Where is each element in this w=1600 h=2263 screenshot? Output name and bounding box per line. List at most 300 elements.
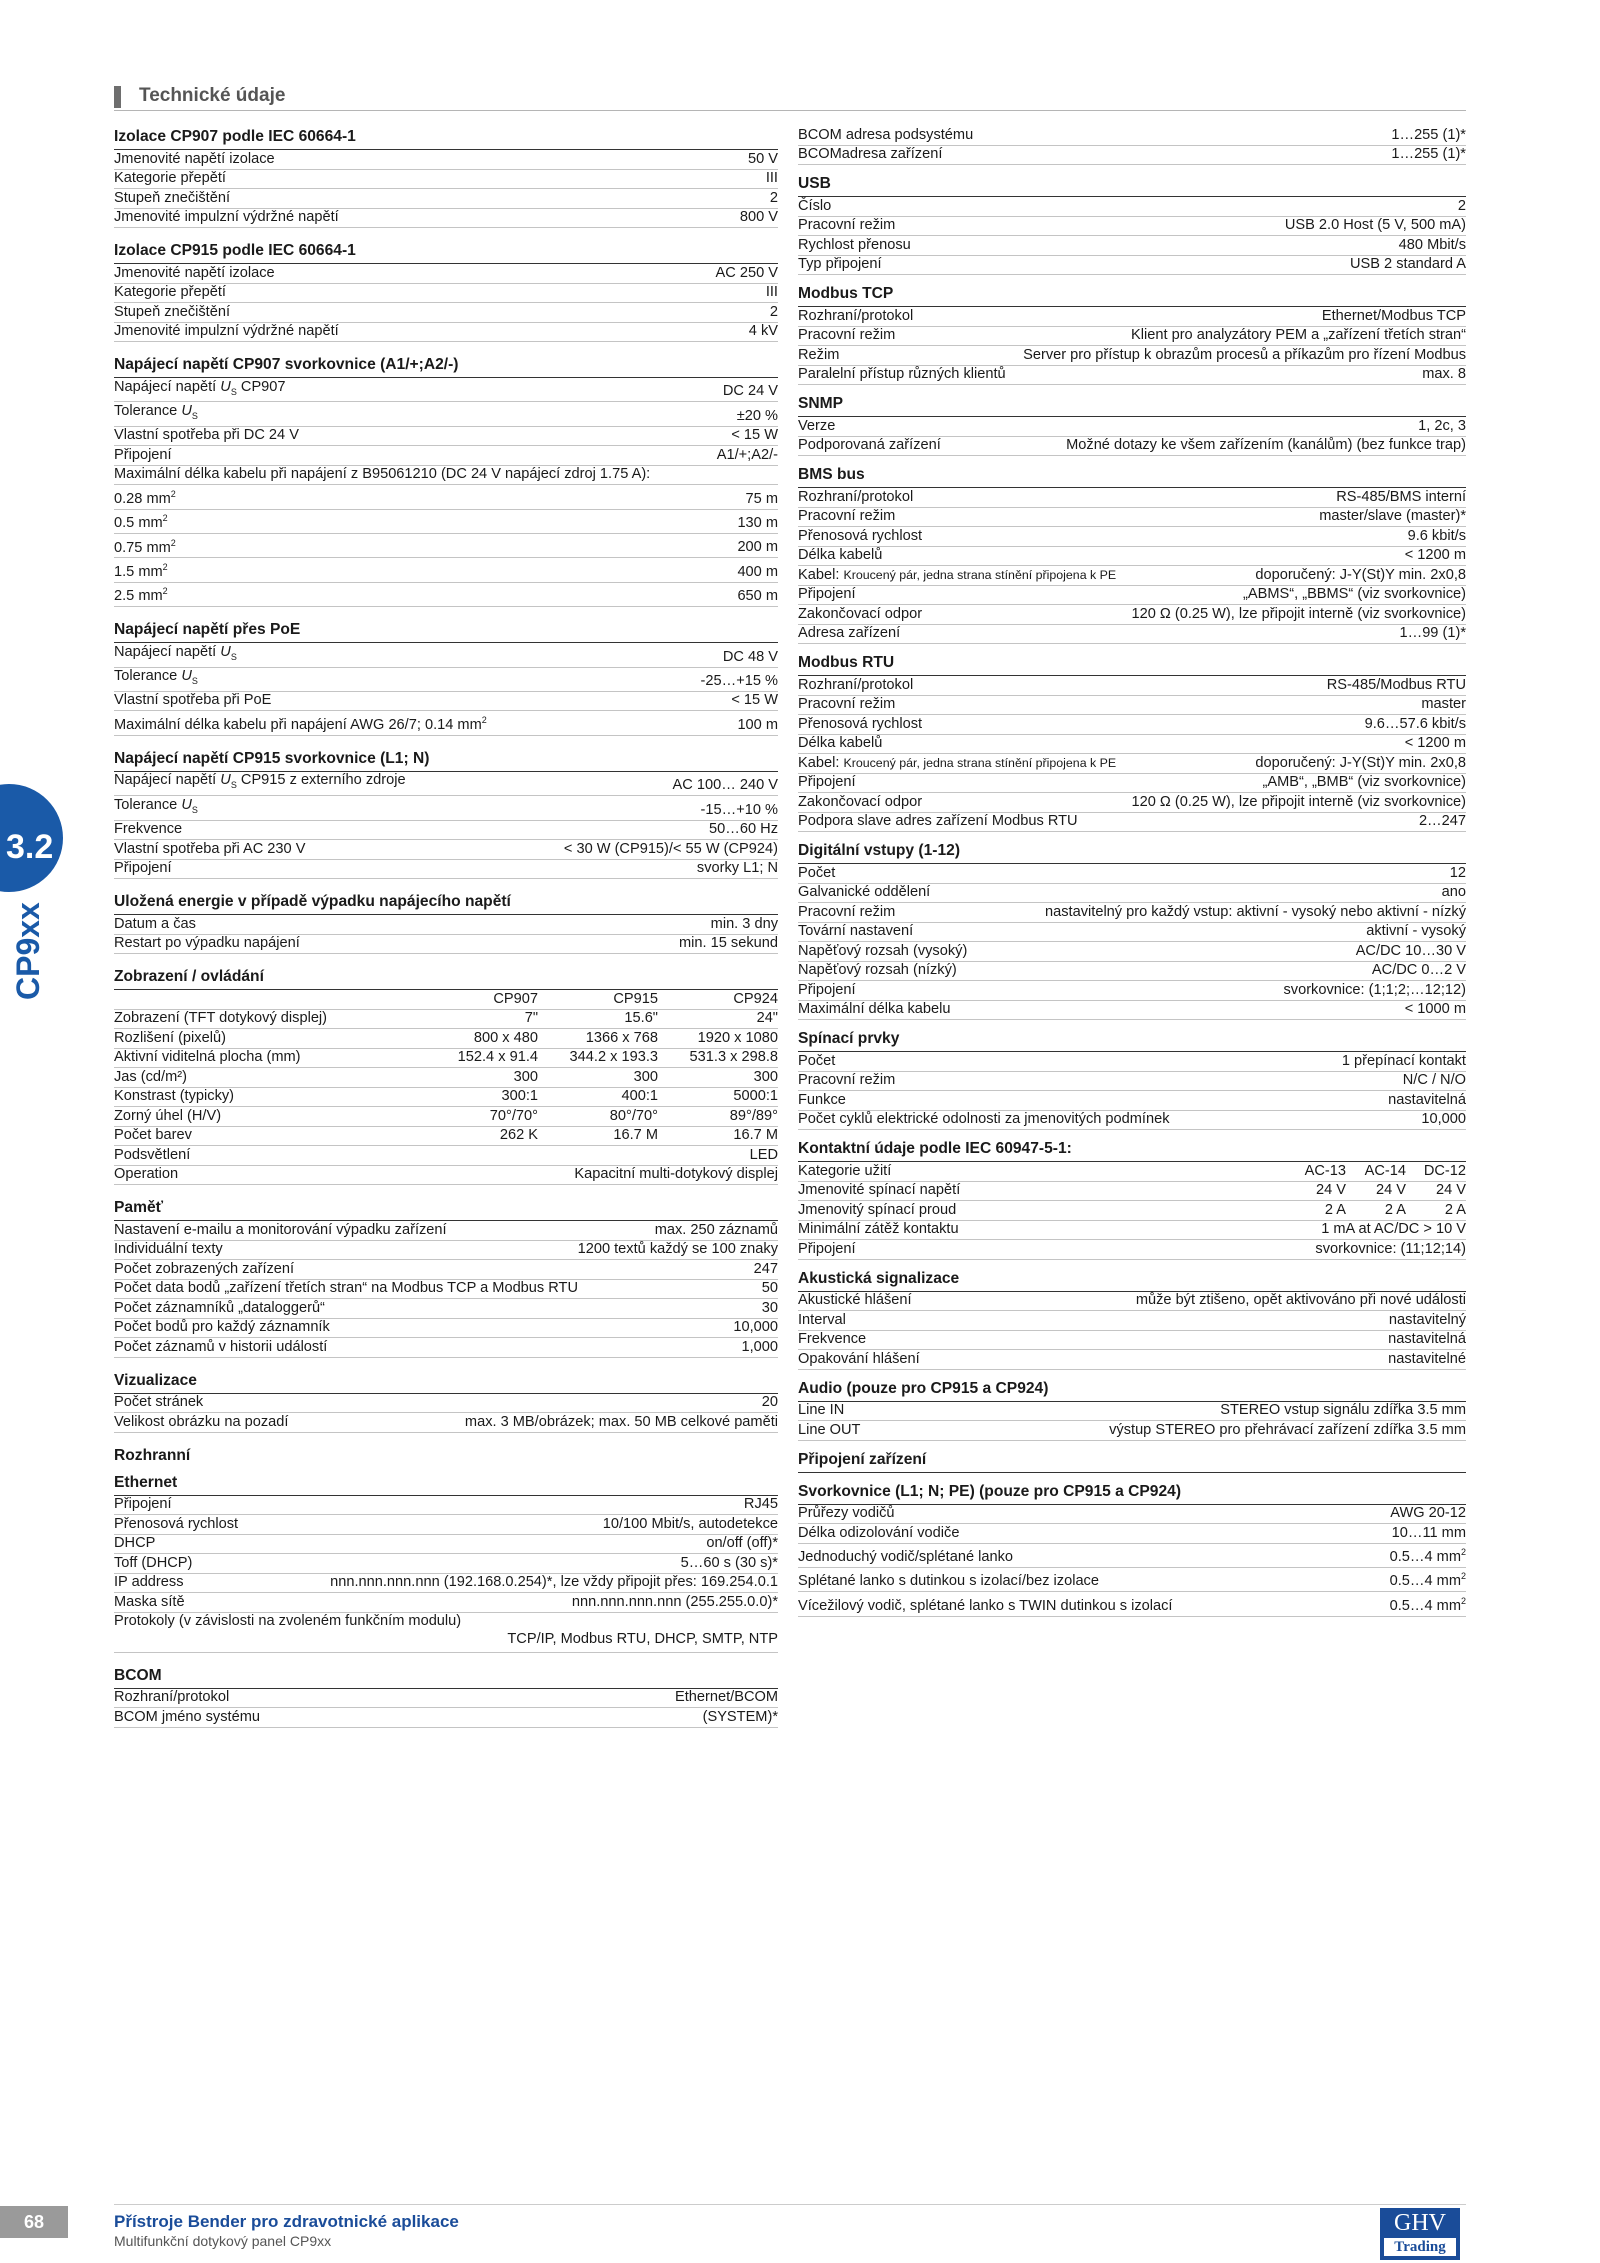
section-supply-cp907 [114,354,778,607]
spec-label: Jmenovité impulzní výdržné napětí [114,209,339,225]
table-cell: 400:1 [621,1088,658,1105]
spec-value: RJ45 [743,1496,778,1513]
spec-value: N/C / N/O [1402,1072,1466,1088]
spec-value: < 1000 m [1404,1001,1466,1017]
spec-label: Stupeň znečištění [114,189,231,206]
spec-label: Toff (DHCP) [114,1554,193,1571]
spec-row: Vlastní spotřeba při PoE < 15 W [114,692,778,712]
spec-row: Operation Kapacitní multi-dotykový displej [114,1166,778,1186]
spec-row [798,1221,1466,1241]
left-column [114,126,778,1728]
spec-row [114,935,778,955]
spec-label: Paralelní přístup různých klientů [798,366,1006,382]
spec-row [798,307,1466,327]
spec-row [114,1515,778,1535]
spec-row [114,150,778,170]
spec-value: svorkovnice: (1;1;2;…12;12) [1283,981,1466,998]
spec-row [798,1111,1466,1131]
spec-row-cable: Kabel: Kroucený pár, jedna strana stínění připojena k PE doporučený: J-Y(St)Y min. 2x0,8 [798,754,1466,774]
section-title: Vizualizace [114,1370,778,1394]
spec-label: Délka kabelů [798,735,883,751]
table-row [114,1049,778,1069]
table-row-label: Aktivní viditelná plocha (mm) [114,1049,301,1066]
spec-label: 0.28 $mm^2$ [114,488,176,507]
section-title: Audio (pouze pro CP915 a CP924) [798,1378,1466,1402]
display-column-headers: CP907 CP915 CP924 [114,990,778,1010]
spec-label: Připojení [114,1496,172,1513]
table-cell: 16.7 M [733,1127,778,1144]
spec-label: 0.5 $mm^2$ [114,513,168,532]
spec-row [114,534,778,558]
page-title: Technické údaje [139,85,286,106]
spec-row: Napájecí napětí $U_S$ CP907 DC 24 V [114,378,778,402]
spec-row [114,209,778,229]
spec-label: Pracovní režim [798,1072,896,1088]
spec-label: Počet záznamů v historii událostí [114,1338,328,1355]
spec-row [114,1708,778,1728]
spec-value: 1,000 [741,1338,778,1355]
spec-label: Individuální texty [114,1241,223,1258]
spec-value: AC/DC 10…30 V [1355,942,1466,959]
spec-value: Možné dotazy ke všem zařízením (kanálům) (bez funkce trap) [1066,437,1466,453]
table-row [114,1107,778,1127]
spec-row [114,1535,778,1555]
spec-label: Tovární nastavení [798,923,914,939]
spec-label: Délka odizolování vodiče [798,1524,960,1541]
spec-value: 1…255 (1)* [1391,146,1466,162]
spec-label: Adresa zařízení [798,625,901,641]
spec-label: Zakončovací odpor [798,605,923,622]
spec-row [798,1402,1466,1422]
spec-row [798,197,1466,217]
spec-value: AWG 20-12 [1390,1505,1466,1521]
spec-label: Počet zobrazených zařízení [114,1260,295,1277]
spec-row: Vlastní spotřeba při DC 24 V < 15 W [114,427,778,447]
spec-row [798,774,1466,794]
section-title: Paměť [114,1197,778,1221]
spec-value: Ethernet/BCOM [674,1689,778,1706]
section-number: 3.2 [6,828,54,866]
spec-row [114,1413,778,1433]
spec-row [798,1072,1466,1092]
spec-label: Pracovní režim [798,696,896,712]
spec-value: min. 15 sekund [679,935,778,952]
spec-row [798,346,1466,366]
spec-value: AC 250 V [715,264,778,281]
spec-label: Funkce [798,1091,846,1108]
spec-label: Délka kabelů [798,547,883,563]
table-cell: 2 A [1324,1201,1346,1218]
spec-row [798,981,1466,1001]
spec-row [114,1496,778,1516]
spec-row [798,625,1466,645]
spec-value: 247 [753,1260,778,1277]
section-title: Kontaktní údaje podle IEC 60947-5-1: [798,1138,1466,1162]
spec-row [114,840,778,860]
spec-row [114,1689,778,1709]
table-row-label: Jmenovitý spínací proud [798,1201,957,1218]
spec-value: může být ztišeno, opět aktivováno při nové události [1135,1292,1466,1308]
product-model-label: CP9xx [10,902,46,1000]
spec-row: Maximální délka kabelu při napájení z B95061210 (DC 24 V napájecí zdroj 1.75 A): [114,466,778,486]
spec-row [114,485,778,509]
table-cell: 15.6" [624,1010,658,1027]
table-cell: 2 A [1384,1201,1406,1218]
table-row [114,1068,778,1088]
spec-row [114,1593,778,1613]
spec-value: nastavitelný [1388,1311,1466,1328]
spec-label: Verze [798,417,836,434]
spec-value: 2 [769,189,778,206]
spec-value: 0.5…4 $mm^2$ [1389,1595,1466,1614]
spec-value: AC/DC 0…2 V [1371,962,1466,978]
spec-row: Napájecí napětí $U_S$ DC 48 V [114,643,778,667]
spec-row [114,189,778,209]
section-title: Modbus TCP [798,283,1466,307]
spec-label: Číslo [798,197,832,214]
table-cell: 344.2 x 193.3 [569,1049,658,1066]
spec-row [114,1319,778,1339]
spec-label: Jmenovité napětí izolace [114,264,275,281]
spec-row [114,1394,778,1414]
section-title-interfaces: Rozhranní [114,1446,191,1464]
spec-value: III [765,284,778,300]
spec-row [798,488,1466,508]
spec-row [114,1241,778,1261]
table-row-label: Kategorie užití [798,1162,892,1179]
spec-row [798,1544,1466,1568]
spec-row [114,170,778,190]
section-title: Modbus RTU [798,652,1466,676]
spec-row: Podsvětlení LED [114,1146,778,1166]
footer-title: Přístroje Bender pro zdravotnické aplikace [114,2212,459,2231]
table-row-label: Jmenovité spínací napětí [798,1182,961,1198]
spec-value: Ethernet/Modbus TCP [1321,307,1466,324]
section-title: Izolace CP915 podle IEC 60664-1 [114,240,778,264]
table-row [798,1201,1466,1221]
spec-row [798,126,1466,146]
spec-value: 50 V [747,150,778,167]
spec-row: Napájecí napětí $U_S$ CP915 z externího zdroje AC 100… 240 V [114,772,778,796]
spec-value: (SYSTEM)* [702,1708,778,1725]
spec-value: 2 [769,303,778,320]
spec-value: nastavitelné [1388,1350,1466,1367]
spec-label: Počet cyklů elektrické odolnosti za jmenovitých podmínek [798,1111,1170,1127]
spec-value: 400 m [737,563,778,580]
table-cell: 24 V [1375,1182,1406,1198]
spec-label: Rozhraní/protokol [798,307,914,324]
table-cell: 24 V [1435,1182,1466,1198]
spec-row [798,527,1466,547]
spec-row [114,323,778,343]
spec-value: nastavitelný pro každý vstup: aktivní - vysoký nebo aktivní - nízký [1045,903,1466,920]
spec-value: 75 m [745,490,778,507]
spec-value: max. 250 záznamů [654,1221,778,1238]
spec-row [798,793,1466,813]
spec-value: „ABMS“, „BBMS“ (viz svorkovnice) [1243,586,1466,602]
section-title: Izolace CP907 podle IEC 60664-1 [114,126,778,150]
spec-value: aktivní - vysoký [1366,923,1466,939]
spec-value: Server pro přístup k obrazům procesů a příkazům pro řízení Modbus [1023,346,1466,363]
spec-value: 30 [761,1299,778,1316]
section-isolation-cp915 [114,240,778,342]
spec-row [798,715,1466,735]
table-cell: 80°/70° [609,1107,658,1124]
spec-label: Připojení [114,860,172,877]
spec-label: Režim [798,346,840,363]
table-row [798,1162,1466,1182]
spec-row [798,864,1466,884]
table-cell: 300 [513,1068,538,1085]
section-title: Napájecí napětí CP915 svorkovnice (L1; N) [114,748,778,772]
spec-label: Pracovní režim [798,508,896,524]
footer-divider [114,2204,1466,2205]
table-cell: 300:1 [501,1088,538,1105]
section-title: Digitální vstupy (1-12) [798,840,1466,864]
spec-value: USB 2 standard A [1349,256,1466,272]
spec-row [798,696,1466,716]
spec-value: RS-485/Modbus RTU [1326,676,1466,693]
spec-row [114,1574,778,1594]
spec-row [798,327,1466,347]
spec-label: BCOMadresa zařízení [798,146,943,162]
spec-value: 2 [1457,197,1466,214]
table-row [114,1010,778,1030]
spec-label: 1.5 $mm^2$ [114,561,168,580]
spec-row [114,1338,778,1358]
spec-label: Počet bodů pro každý záznamník [114,1319,330,1336]
section-supply-poe [114,619,778,736]
spec-value: 10…11 mm [1391,1524,1466,1541]
table-row [114,1088,778,1108]
spec-value: 12 [1449,864,1466,881]
spec-value: svorky L1; N [696,860,778,877]
spec-row [798,813,1466,833]
table-row-label: Počet barev [114,1127,192,1144]
spec-label: Opakování hlášení [798,1350,920,1367]
spec-value: 800 V [739,209,778,225]
table-cell: 300 [633,1068,658,1085]
spec-value: 10/100 Mbit/s, autodetekce [602,1515,778,1532]
spec-value: min. 3 dny [710,915,778,932]
spec-row [798,1331,1466,1351]
spec-row [798,1311,1466,1331]
spec-row: Tolerance $U_S$ ±20 % [114,402,778,426]
section-memory [114,1197,778,1358]
spec-label: Přenosová rychlost [798,715,923,732]
spec-value: nnn.nnn.nnn.nnn (192.168.0.254)*, lze vždy připojit přes: 169.254.0.1 [330,1574,778,1591]
table-row-label: Rozlišení (pixelů) [114,1029,226,1046]
spec-value: „AMB“, „BMB“ (viz svorkovnice) [1262,774,1466,790]
spec-value: 9.6 kbit/s [1407,527,1466,544]
spec-value: 9.6…57.6 kbit/s [1364,715,1466,732]
spec-value: nnn.nnn.nnn.nnn (255.255.0.0)* [571,1593,778,1610]
spec-value: III [765,170,778,186]
spec-value: nastavitelná [1388,1091,1466,1108]
spec-row [798,1001,1466,1021]
spec-label: Line IN [798,1402,845,1418]
spec-row [798,884,1466,904]
spec-label: Kategorie přepětí [114,284,226,300]
spec-value: STEREO vstup signálu zdířka 3.5 mm [1220,1402,1466,1418]
spec-value: 0.5…4 $mm^2$ [1389,1571,1466,1590]
spec-row [798,1505,1466,1525]
spec-value: 200 m [737,539,778,556]
section-title: BMS bus [798,464,1466,488]
spec-label: Počet data bodů „zařízení třetích stran“ na Modbus TCP a Modbus RTU [114,1280,578,1297]
section-display [114,966,778,1185]
ghv-trading-logo: GHV Trading [1380,2208,1460,2260]
table-cell: 152.4 x 91.4 [457,1049,538,1066]
page-number: 68 [0,2206,68,2238]
spec-value: USB 2.0 Host (5 V, 500 mA) [1284,217,1466,233]
spec-label: Interval [798,1311,846,1328]
spec-label: Jmenovité impulzní výdržné napětí [114,323,339,339]
section-title: Spínací prvky [798,1028,1466,1052]
spec-row [798,1240,1466,1260]
table-cell: 800 x 480 [473,1029,538,1046]
section-supply-cp915 [114,748,778,879]
spec-row [114,1280,778,1300]
spec-value: 1, 2c, 3 [1418,417,1466,434]
spec-label: Jmenovité napětí izolace [114,150,275,167]
spec-row [114,860,778,880]
spec-row [114,264,778,284]
section-title: Napájecí napětí CP907 svorkovnice (A1/+;A2/-) [114,354,778,378]
spec-row-cable: Kabel: Kroucený pár, jedna strana stínění připojena k PE doporučený: J-Y(St)Y min. 2x0,8 [798,566,1466,586]
spec-row: Tolerance $U_S$ -25…+15 % [114,668,778,692]
table-cell: 2 A [1444,1201,1466,1218]
spec-label: Rozhraní/protokol [114,1689,230,1706]
footer-subtitle: Multifunkční dotykový panel CP9xx [114,2233,332,2249]
section-title-ethernet: Ethernet [114,1468,778,1496]
spec-value: max. 8 [1422,366,1466,382]
table-cell: 70°/70° [489,1107,538,1124]
spec-label: BCOM jméno systému [114,1708,260,1725]
spec-row [798,1592,1466,1616]
spec-label: Počet [798,864,836,881]
spec-row [798,1052,1466,1072]
spec-value: nastavitelná [1388,1331,1466,1347]
spec-value: < 30 W (CP915)/< 55 W (CP924) [563,840,778,857]
table-cell: 1366 x 768 [585,1029,658,1046]
spec-row [798,146,1466,166]
spec-row [114,1260,778,1280]
section-title: Zobrazení / ovládání [114,966,778,990]
spec-label: Minimální zátěž kontaktu [798,1221,959,1237]
spec-row [114,1221,778,1241]
spec-row [114,510,778,534]
spec-value: 1 přepínací kontakt [1341,1052,1466,1069]
spec-value: 1200 textů každý se 100 znaky [577,1241,778,1258]
section-title: Akustická signalizace [798,1268,1466,1292]
spec-row [114,821,778,841]
spec-label: Jednoduchý vodič/splétané lanko [798,1548,1014,1565]
table-cell: 24 V [1315,1182,1346,1198]
spec-label: IP address [114,1574,184,1591]
spec-label: Stupeň znečištění [114,303,231,320]
spec-row: Tolerance $U_S$ -15…+10 % [114,796,778,820]
spec-label: 0.75 $mm^2$ [114,537,176,556]
spec-label: Vícežilový vodič, splétané lanko s TWIN dutinkou s izolací [798,1597,1173,1614]
spec-value: RS-485/BMS interní [1336,488,1466,505]
spec-value: 50…60 Hz [709,821,778,838]
spec-row [798,1524,1466,1544]
spec-row [114,284,778,304]
spec-label: Přenosová rychlost [798,527,923,544]
spec-row [798,1421,1466,1441]
spec-label: Pracovní režim [798,217,896,233]
spec-value: < 1200 m [1404,735,1466,751]
spec-label: DHCP [114,1535,156,1552]
spec-label: Datum a čas [114,915,196,932]
table-row-label: Konstrast (typicky) [114,1088,235,1105]
spec-value: 120 Ω (0.25 W), lze připojit interně (viz svorkovnice) [1131,793,1466,810]
table-cell: 5000:1 [733,1088,778,1105]
spec-label: Akustické hlášení [798,1292,912,1308]
section-title: Napájecí napětí přes PoE [114,619,778,643]
section-visualization [114,1370,778,1433]
spec-value: 1…99 (1)* [1399,625,1466,641]
spec-label: Typ připojení [798,256,882,272]
spec-value: 480 Mbit/s [1398,236,1466,253]
table-cell: 531.3 x 298.8 [689,1049,778,1066]
section-title: Připojení zařízení [798,1449,1466,1473]
spec-label: Napěťový rozsah (nízký) [798,962,957,978]
spec-value: 50 [761,1280,778,1297]
spec-row [798,676,1466,696]
spec-row [798,942,1466,962]
table-cell: 7" [524,1010,538,1027]
spec-row [798,962,1466,982]
table-cell: 16.7 M [613,1127,658,1144]
spec-value: 650 m [737,588,778,605]
spec-row [798,437,1466,457]
spec-label: Vlastní spotřeba při AC 230 V [114,840,306,857]
spec-label: Připojení [798,1240,856,1257]
spec-value: výstup STEREO pro přehrávací zařízení zdířka 3.5 mm [1109,1421,1466,1438]
spec-row [114,1299,778,1319]
spec-row [798,366,1466,386]
spec-value: 1 mA at AC/DC > 10 V [1321,1221,1466,1237]
section-title: Uložená energie v případě výpadku napájecího napětí [114,891,778,915]
spec-row [798,923,1466,943]
spec-label: Pracovní režim [798,327,896,343]
spec-label: Podpora slave adres zařízení Modbus RTU [798,813,1078,829]
spec-row [798,735,1466,755]
spec-row [114,558,778,582]
spec-row [798,1091,1466,1111]
spec-row [798,903,1466,923]
spec-label: Připojení [798,774,856,790]
spec-row [798,547,1466,567]
spec-label: Splétané lanko s dutinkou s izolací/bez izolace [798,1573,1099,1590]
spec-label: Frekvence [114,821,183,838]
spec-label: Pracovní režim [798,903,896,920]
spec-value: 1…255 (1)* [1391,126,1466,143]
spec-value: 4 kV [748,323,778,339]
spec-row [798,1568,1466,1592]
spec-label: Podporovaná zařízení [798,437,941,453]
spec-label: Velikost obrázku na pozadí [114,1413,289,1430]
spec-row [114,583,778,607]
spec-row: Připojení A1/+;A2/- [114,446,778,466]
spec-row [798,236,1466,256]
spec-value: 10,000 [733,1319,778,1336]
spec-row [114,915,778,935]
spec-value: Klient pro analyzátory PEM a „zařízení třetích stran“ [1131,327,1466,343]
page-header [114,84,1466,111]
